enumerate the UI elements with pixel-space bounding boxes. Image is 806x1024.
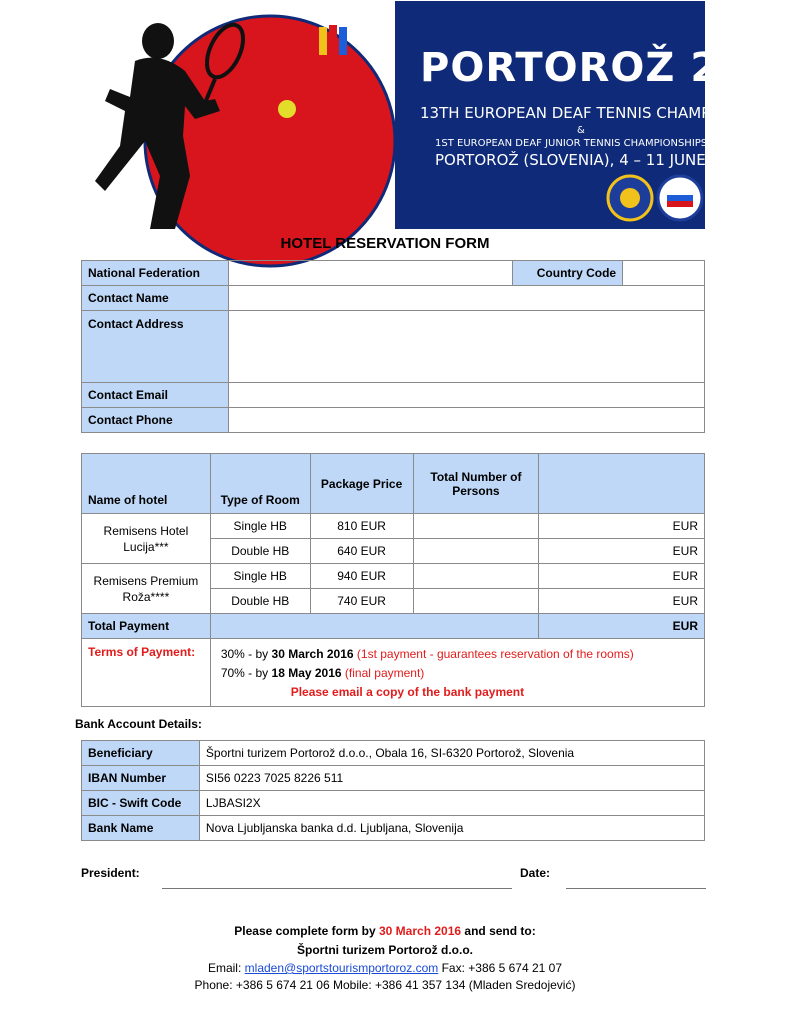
swift-value: LJBASI2X — [199, 791, 704, 816]
federation-badges — [605, 173, 705, 223]
edso-badge-icon — [608, 176, 652, 220]
table-row — [82, 791, 705, 816]
email-link[interactable]: mladen@sportstourismportoroz.com — [244, 961, 439, 975]
country-code-label: Country Code — [513, 261, 623, 286]
footer-contact: Email: mladen@sportstourismportoroz.com Fax: +386 5 674 21 07 — [207, 961, 563, 975]
package-price: 640 EUR — [310, 539, 413, 564]
table-row — [82, 564, 705, 589]
terms-first-payment: 30% - by 30 March 2016 (1st payment - guarantees reservation of the rooms) — [220, 647, 634, 661]
terms-email-note: Please email a copy of the bank payment — [290, 685, 525, 699]
national-federation-field[interactable] — [228, 261, 512, 286]
banner-subtitle: 13TH EUROPEAN DEAF TENNIS CHAMPIONSHIPS — [420, 104, 782, 122]
table-row — [82, 514, 705, 539]
country-code-field[interactable] — [623, 261, 705, 286]
president-signature-line[interactable] — [162, 888, 512, 889]
persons-field[interactable] — [413, 589, 539, 614]
package-price: 940 EUR — [310, 564, 413, 589]
amount-currency[interactable]: EUR — [539, 539, 705, 564]
president-label: President: — [81, 866, 140, 880]
total-payment-field[interactable]: EUR — [539, 614, 705, 639]
beneficiary-value: Športni turizem Portorož d.o.o., Obala 16, SI-6320 Portorož, Slovenia — [199, 741, 704, 766]
banner-ampersand: & — [577, 125, 585, 136]
form-title: HOTEL RESERVATION FORM — [280, 235, 490, 252]
championship-logo-icon — [315, 21, 355, 61]
room-type: Double HB — [210, 539, 310, 564]
contact-email-field[interactable] — [228, 383, 704, 408]
bank-name-label: Bank Name — [82, 816, 200, 841]
national-federation-label: National Federation — [82, 261, 229, 286]
header-amount — [539, 454, 705, 514]
contact-address-field[interactable] — [228, 311, 704, 383]
contact-phone-label: Contact Phone — [82, 408, 229, 433]
date-label: Date: — [520, 866, 551, 880]
table-row — [82, 741, 705, 766]
room-type: Single HB — [210, 564, 310, 589]
header-total-persons: Total Number of Persons — [413, 454, 539, 514]
header-room-type: Type of Room — [210, 454, 310, 514]
total-payment-label: Total Payment — [82, 614, 211, 639]
iban-value: SI56 0223 7025 8226 511 — [199, 766, 704, 791]
persons-field[interactable] — [413, 564, 539, 589]
beneficiary-label: Beneficiary — [82, 741, 200, 766]
contact-phone-field[interactable] — [228, 408, 704, 433]
banner-junior-subtitle: 1ST EUROPEAN DEAF JUNIOR TENNIS CHAMPIONSHIPS — [435, 138, 708, 149]
bank-details-title: Bank Account Details: — [75, 717, 202, 731]
terms-label: Terms of Payment: — [82, 639, 211, 707]
hotel-table — [81, 453, 705, 707]
terms-details — [210, 639, 704, 707]
iban-label: IBAN Number — [82, 766, 200, 791]
persons-field[interactable] — [413, 539, 539, 564]
bank-name-value: Nova Ljubljanska banka d.d. Ljubljana, Slovenija — [199, 816, 704, 841]
banner-location-dates: PORTOROŽ (SLOVENIA), 4 – 11 JUNE 2016 — [435, 151, 749, 169]
slovenian-federation-badge-icon — [658, 176, 702, 220]
contact-name-label: Contact Name — [82, 286, 229, 311]
contact-table — [81, 260, 705, 433]
amount-currency[interactable]: EUR — [539, 564, 705, 589]
header-hotel: Name of hotel — [82, 454, 211, 514]
bank-table — [81, 740, 705, 841]
hotel-name-lucija: Remisens Hotel Lucija*** — [82, 514, 211, 564]
table-row — [82, 766, 705, 791]
table-row — [82, 816, 705, 841]
package-price: 740 EUR — [310, 589, 413, 614]
footer-company: Športni turizem Portorož d.o.o. — [297, 943, 473, 957]
contact-email-label: Contact Email — [82, 383, 229, 408]
amount-currency[interactable]: EUR — [539, 514, 705, 539]
header-banner — [65, 1, 806, 229]
room-type: Double HB — [210, 589, 310, 614]
persons-field[interactable] — [413, 514, 539, 539]
contact-name-field[interactable] — [228, 286, 704, 311]
contact-address-label: Contact Address — [82, 311, 229, 383]
amount-currency[interactable]: EUR — [539, 589, 705, 614]
hotel-name-roza: Remisens Premium Roža**** — [82, 564, 211, 614]
package-price: 810 EUR — [310, 514, 413, 539]
swift-label: BIC - Swift Code — [82, 791, 200, 816]
date-line[interactable] — [566, 888, 706, 889]
footer-instruction: Please complete form by 30 March 2016 and send to: — [234, 924, 536, 938]
room-type: Single HB — [210, 514, 310, 539]
total-payment-spacer — [210, 614, 539, 639]
footer-phone: Phone: +386 5 674 21 06 Mobile: +386 41 357 134 (Mladen Sredojević) — [194, 978, 576, 992]
header-package-price: Package Price — [310, 454, 413, 514]
terms-final-payment: 70% - by 18 May 2016 (final payment) — [220, 666, 425, 680]
banner-title: PORTOROŽ 2016 — [420, 45, 806, 91]
